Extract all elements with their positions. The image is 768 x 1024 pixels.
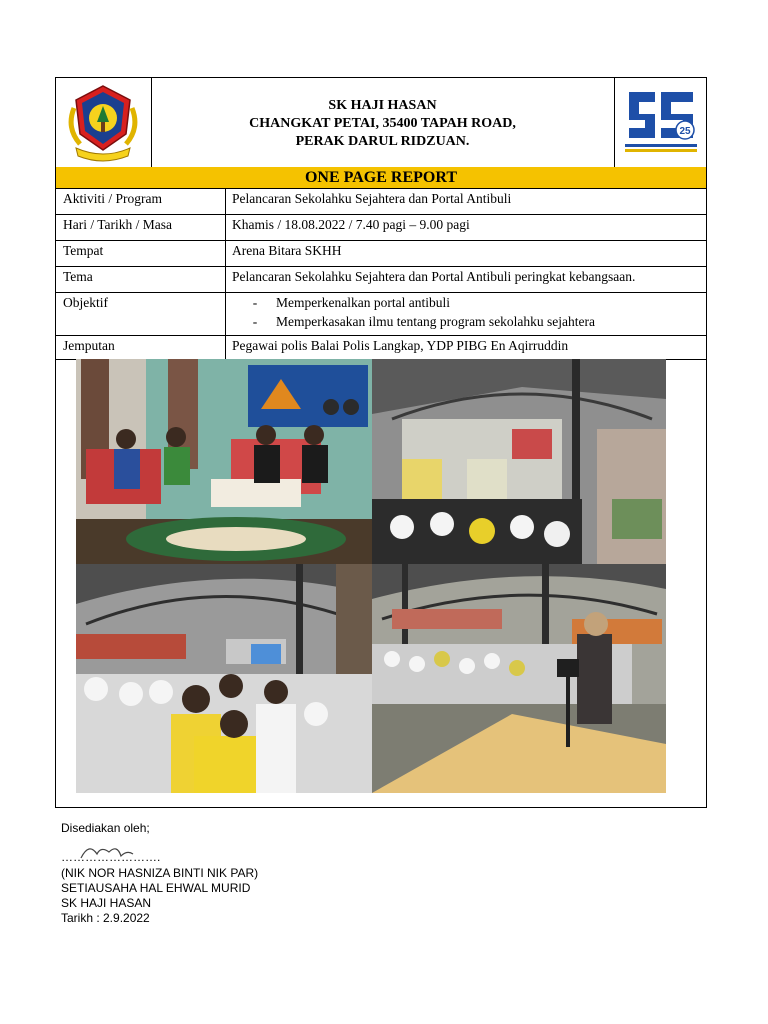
photo-collage [76, 359, 666, 793]
ss25-logo [614, 78, 707, 167]
report-date: Tarikh : 2.9.2022 [61, 911, 150, 925]
photo-speaker-podium [372, 564, 666, 793]
photo-hall-projector [372, 359, 666, 564]
row-label: Jemputan [63, 338, 115, 353]
prepared-by-label: Disediakan oleh; [61, 821, 150, 835]
row-objective [56, 293, 706, 336]
report-header [56, 78, 706, 168]
report-title: ONE PAGE REPORT [56, 167, 706, 189]
signatory-position: SETIAUSAHA HAL EHWAL MURID [61, 881, 251, 895]
photo-signing-ceremony [76, 359, 372, 564]
address-line-2: PERAK DARUL RIDZUAN. [295, 134, 470, 149]
report-frame [55, 77, 707, 808]
school-address-block [151, 97, 614, 151]
list-item: - Memperkenalkan portal antibuli [252, 295, 450, 310]
prepared-by-block [61, 821, 258, 926]
address-line-1: CHANGKAT PETAI, 35400 TAPAH ROAD, [249, 116, 516, 131]
svg-text:25: 25 [679, 126, 691, 137]
row-label: Objektif [63, 295, 108, 310]
row-venue [56, 241, 706, 267]
row-label: Tema [63, 269, 93, 284]
row-value: Pelancaran Sekolahku Sejahtera dan Portal Antibuli peringkat kebangsaan. [225, 267, 700, 292]
row-label: Tempat [63, 243, 104, 258]
row-value: Pegawai polis Balai Polis Langkap, YDP PIBG En Aqirruddin [225, 336, 700, 359]
school-crest-logo [56, 78, 152, 167]
signatory-school: SK HAJI HASAN [61, 896, 152, 910]
row-theme [56, 267, 706, 293]
row-label: Hari / Tarikh / Masa [63, 217, 173, 232]
row-datetime [56, 215, 706, 241]
row-value: Khamis / 18.08.2022 / 7.40 pagi – 9.00 pagi [225, 215, 700, 240]
signature-dots: ……………………. [61, 850, 161, 864]
row-value: Arena Bitara SKHH [225, 241, 700, 266]
row-value: Pelancaran Sekolahku Sejahtera dan Portal Antibuli [225, 189, 700, 214]
school-name: SK HAJI HASAN [328, 98, 437, 113]
photo-assembly-students [76, 564, 372, 793]
list-item: - Memperkasakan ilmu tentang program sekolahku sejahtera [252, 314, 596, 329]
row-guests [56, 336, 706, 360]
signature-area [61, 836, 258, 866]
signatory-name: (NIK NOR HASNIZA BINTI NIK PAR) [61, 866, 259, 880]
objective-list [225, 293, 700, 335]
row-activity [56, 189, 706, 215]
row-label: Aktiviti / Program [63, 191, 162, 206]
